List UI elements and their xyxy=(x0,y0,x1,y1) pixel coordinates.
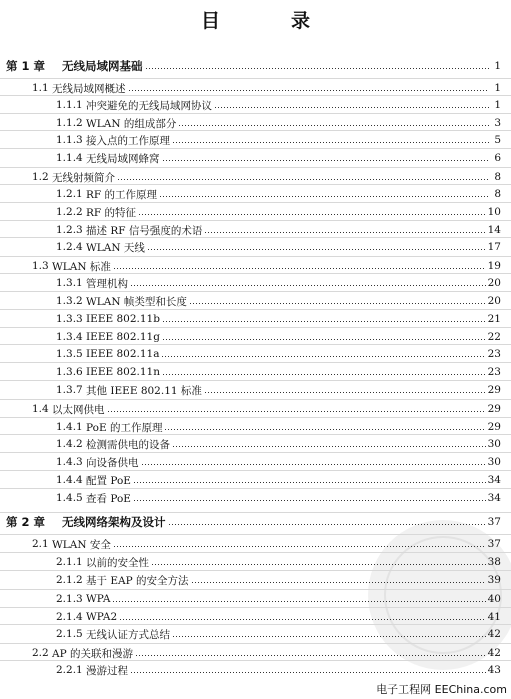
toc-section-entry[interactable] xyxy=(32,258,501,274)
toc-entry-page: 10 xyxy=(487,206,501,218)
toc-entry-page: 23 xyxy=(487,366,501,378)
toc-entry-page: 30 xyxy=(487,438,501,450)
toc-entry-number: 2.1.3 xyxy=(56,593,83,605)
row-separator xyxy=(0,452,511,453)
toc-entry-page: 19 xyxy=(487,260,501,272)
toc-section-entry[interactable] xyxy=(32,645,501,661)
toc-subsection-entry[interactable] xyxy=(56,472,501,488)
row-separator xyxy=(0,167,511,168)
row-separator xyxy=(0,570,511,571)
toc-subsection-entry[interactable] xyxy=(56,311,501,327)
toc-entry-number: 1.3.2 xyxy=(56,295,83,307)
toc-entry-number: 2.1.2 xyxy=(56,574,83,586)
toc-entry-title: WLAN 帧类型和长度 xyxy=(86,295,187,308)
toc-entry-page: 20 xyxy=(487,277,501,289)
toc-entry-page: 14 xyxy=(487,224,501,236)
toc-subsection-entry[interactable] xyxy=(56,97,501,113)
toc-entry-number: 1.3.6 xyxy=(56,366,83,378)
toc-section-entry[interactable] xyxy=(32,80,501,96)
row-separator xyxy=(0,327,511,328)
toc-entry-number: 2.2.1 xyxy=(56,664,83,676)
row-separator xyxy=(0,660,511,661)
toc-entry-number: 1.1 xyxy=(32,82,49,94)
toc-entry-page: 29 xyxy=(487,421,501,433)
toc-subsection-entry[interactable] xyxy=(56,662,501,678)
dot-leader xyxy=(178,125,489,126)
row-separator xyxy=(0,148,511,149)
toc-entry-page: 1 xyxy=(494,99,501,111)
dot-leader xyxy=(159,196,489,197)
dot-leader xyxy=(172,446,486,447)
dot-leader xyxy=(151,564,486,565)
dot-leader xyxy=(145,68,490,69)
toc-subsection-entry[interactable] xyxy=(56,150,501,166)
toc-entry-number: 1.4.1 xyxy=(56,421,83,433)
toc-entry-number: 2.1.4 xyxy=(56,611,83,623)
toc-subsection-entry[interactable] xyxy=(56,436,501,452)
toc-entry-number: 2.1.5 xyxy=(56,628,83,640)
toc-subsection-entry[interactable] xyxy=(56,115,501,131)
toc-subsection-entry[interactable] xyxy=(56,419,501,435)
toc-entry-page: 43 xyxy=(487,664,501,676)
toc-entry-number: 1.2 xyxy=(32,171,49,183)
toc-entry-page: 37 xyxy=(487,538,501,550)
toc-entry-number: 1.3.7 xyxy=(56,384,83,396)
toc-entry-number: 1.1.2 xyxy=(56,117,83,129)
toc-entry-page: 17 xyxy=(487,241,501,253)
toc-entry-page: 30 xyxy=(487,456,501,468)
dot-leader xyxy=(107,411,486,412)
toc-chapter-entry[interactable] xyxy=(6,58,501,74)
toc-entry-title: 无线局域网蜂窝 xyxy=(86,152,160,165)
dot-leader xyxy=(135,655,486,656)
toc-subsection-entry[interactable] xyxy=(56,132,501,148)
toc-entry-title: WLAN 天线 xyxy=(86,241,145,254)
dot-leader xyxy=(128,90,490,91)
row-separator xyxy=(0,220,511,221)
toc-subsection-entry[interactable] xyxy=(56,275,501,291)
toc-entry-page: 3 xyxy=(494,117,501,129)
toc-subsection-entry[interactable] xyxy=(56,454,501,470)
toc-entry-number: 1.3.5 xyxy=(56,348,83,360)
toc-entry-number: 1.2.1 xyxy=(56,188,83,200)
row-separator xyxy=(0,399,511,400)
toc-subsection-entry[interactable] xyxy=(56,609,501,625)
row-separator xyxy=(0,202,511,203)
toc-entry-page: 38 xyxy=(487,556,501,568)
dot-leader xyxy=(189,303,486,304)
toc-subsection-entry[interactable] xyxy=(56,626,501,642)
toc-entry-number: 1.1.4 xyxy=(56,152,83,164)
dot-leader xyxy=(161,356,485,357)
dot-leader xyxy=(162,321,486,322)
toc-entry-number: 1.1.1 xyxy=(56,99,83,111)
row-separator xyxy=(0,362,511,363)
toc-entry-title: WLAN 的组成部分 xyxy=(86,117,177,130)
toc-entry-title: 无线网络架构及设计 xyxy=(62,515,166,529)
toc-entry-page: 37 xyxy=(487,516,501,528)
toc-entry-number: 1.4 xyxy=(32,403,49,415)
toc-subsection-entry[interactable] xyxy=(56,490,501,506)
toc-entry-title: 无线局域网概述 xyxy=(52,82,126,95)
row-separator xyxy=(0,589,511,590)
toc-subsection-entry[interactable] xyxy=(56,329,501,345)
toc-subsection-entry[interactable] xyxy=(56,346,501,362)
row-separator xyxy=(0,237,511,238)
toc-entry-number: 1.4.4 xyxy=(56,474,83,486)
toc-entry-title: 接入点的工作原理 xyxy=(86,134,170,147)
toc-entry-title: 冲突避免的无线局域网协议 xyxy=(86,99,212,112)
toc-section-entry[interactable] xyxy=(32,169,501,185)
row-separator xyxy=(0,643,511,644)
toc-entry-page: 6 xyxy=(494,152,501,164)
dot-leader xyxy=(141,464,486,465)
toc-entry-title: WPA xyxy=(86,593,111,605)
row-separator xyxy=(0,417,511,418)
toc-entry-page: 41 xyxy=(487,611,501,623)
toc-entry-number: 1.3.3 xyxy=(56,313,83,325)
row-separator xyxy=(0,130,511,131)
dot-leader xyxy=(204,392,486,393)
toc-entry-title: IEEE 802.11g xyxy=(86,331,160,343)
toc-entry-number: 1.3 xyxy=(32,260,49,272)
toc-subsection-entry[interactable] xyxy=(56,591,501,607)
toc-entry-page: 22 xyxy=(487,331,501,343)
toc-chapter-entry[interactable] xyxy=(6,514,501,530)
toc-entry-title: 检测需供电的设备 xyxy=(86,438,170,451)
toc-entry-number: 1.1.3 xyxy=(56,134,83,146)
row-separator xyxy=(0,113,511,114)
toc-entry-title: 管理机构 xyxy=(86,277,128,290)
dot-leader xyxy=(130,285,486,286)
dot-leader xyxy=(168,524,486,525)
toc-subsection-entry[interactable] xyxy=(56,239,501,255)
dot-leader xyxy=(117,179,489,180)
row-separator xyxy=(0,380,511,381)
dot-leader xyxy=(162,339,486,340)
toc-entry-title: 向设备供电 xyxy=(86,456,139,469)
toc-entry-title: 无线局域网基础 xyxy=(62,59,143,73)
toc-entry-title: PoE 的工作原理 xyxy=(86,421,163,434)
toc-entry-title: 查看 PoE xyxy=(86,492,131,505)
toc-entry-title: IEEE 802.11n xyxy=(86,366,160,378)
toc-entry-title: 描述 RF 信号强度的术语 xyxy=(86,224,203,237)
row-separator xyxy=(0,607,511,608)
toc-entry-number: 1.4.3 xyxy=(56,456,83,468)
toc-entry-title: WLAN 安全 xyxy=(52,538,111,551)
row-separator xyxy=(0,273,511,274)
toc-section-entry[interactable] xyxy=(32,401,501,417)
toc-entry-page: 1 xyxy=(494,82,501,94)
dot-leader xyxy=(164,429,485,430)
toc-entry-title: RF 的工作原理 xyxy=(86,188,158,201)
dot-leader xyxy=(204,232,485,233)
toc-entry-number: 2.1.1 xyxy=(56,556,83,568)
row-separator xyxy=(0,256,511,257)
toc-entry-title: WLAN 标准 xyxy=(52,260,111,273)
toc-subsection-entry[interactable] xyxy=(56,204,501,220)
row-separator xyxy=(0,291,511,292)
toc-entry-title: RF 的特征 xyxy=(86,206,137,219)
toc-entry-page: 29 xyxy=(487,403,501,415)
row-separator xyxy=(0,434,511,435)
toc-entry-number: 第 2 章 xyxy=(6,515,46,529)
row-separator xyxy=(0,552,511,553)
toc-entry-number: 1.2.4 xyxy=(56,241,83,253)
dot-leader xyxy=(119,619,485,620)
toc-subsection-entry[interactable] xyxy=(56,382,501,398)
toc-entry-title: 以太网供电 xyxy=(52,403,105,416)
row-separator xyxy=(0,534,511,535)
toc-entry-number: 第 1 章 xyxy=(6,59,46,73)
toc-entry-title: 其他 IEEE 802.11 标准 xyxy=(86,384,202,397)
row-separator xyxy=(0,309,511,310)
toc-subsection-entry[interactable] xyxy=(56,364,501,380)
page-title: 目 录 xyxy=(200,10,336,32)
toc-entry-page: 42 xyxy=(487,647,501,659)
dot-leader xyxy=(172,636,486,637)
toc-section-entry[interactable] xyxy=(32,536,501,552)
toc-entry-page: 1 xyxy=(494,60,501,72)
dot-leader xyxy=(112,601,485,602)
dot-leader xyxy=(172,142,489,143)
toc-entry-page: 34 xyxy=(487,492,501,504)
toc-entry-title: 无线认证方式总结 xyxy=(86,628,170,641)
dot-leader xyxy=(133,482,486,483)
row-separator xyxy=(0,470,511,471)
toc-entry-number: 2.1 xyxy=(32,538,49,550)
toc-entry-page: 29 xyxy=(487,384,501,396)
dot-leader xyxy=(162,374,486,375)
toc-entry-title: 基于 EAP 的安全方法 xyxy=(86,574,189,587)
toc-subsection-entry[interactable] xyxy=(56,572,501,588)
row-separator xyxy=(0,184,511,185)
toc-entry-page: 34 xyxy=(487,474,501,486)
row-separator xyxy=(0,95,511,96)
toc-entry-page: 21 xyxy=(487,313,501,325)
toc-entry-title: 配置 PoE xyxy=(86,474,131,487)
toc-entry-page: 23 xyxy=(487,348,501,360)
dot-leader xyxy=(162,160,490,161)
toc-subsection-entry[interactable] xyxy=(56,293,501,309)
dot-leader xyxy=(130,672,486,673)
toc-entry-page: 8 xyxy=(494,171,501,183)
toc-entry-number: 1.4.2 xyxy=(56,438,83,450)
toc-entry-page: 42 xyxy=(487,628,501,640)
dot-leader xyxy=(138,214,486,215)
toc-entry-title: IEEE 802.11a xyxy=(86,348,160,360)
toc-entry-title: 无线射频简介 xyxy=(52,171,115,184)
toc-entry-number: 1.3.4 xyxy=(56,331,83,343)
row-separator xyxy=(0,512,511,513)
row-separator xyxy=(0,344,511,345)
dot-leader xyxy=(147,249,486,250)
toc-subsection-entry[interactable] xyxy=(56,222,501,238)
toc-entry-title: 以前的安全性 xyxy=(86,556,149,569)
toc-entry-title: IEEE 802.11b xyxy=(86,313,160,325)
dot-leader xyxy=(113,546,486,547)
toc-entry-number: 2.2 xyxy=(32,647,49,659)
toc-entry-page: 40 xyxy=(487,593,501,605)
toc-entry-page: 39 xyxy=(487,574,501,586)
toc-entry-title: AP 的关联和漫游 xyxy=(52,647,133,660)
row-separator xyxy=(0,624,511,625)
site-watermark: 电子工程网 EEChina.com xyxy=(376,683,507,696)
toc-subsection-entry[interactable] xyxy=(56,186,501,202)
toc-entry-page: 5 xyxy=(494,134,501,146)
toc-entry-number: 1.3.1 xyxy=(56,277,83,289)
toc-entry-title: 漫游过程 xyxy=(86,664,128,677)
dot-leader xyxy=(113,268,486,269)
toc-entry-page: 8 xyxy=(494,188,501,200)
toc-entry-number: 1.2.3 xyxy=(56,224,83,236)
toc-subsection-entry[interactable] xyxy=(56,554,501,570)
toc-entry-title: WPA2 xyxy=(86,611,118,623)
toc-entry-number: 1.4.5 xyxy=(56,492,83,504)
toc-entry-page: 20 xyxy=(487,295,501,307)
row-separator xyxy=(0,78,511,79)
dot-leader xyxy=(191,582,486,583)
toc-entry-number: 1.2.2 xyxy=(56,206,83,218)
dot-leader xyxy=(214,107,489,108)
row-separator xyxy=(0,488,511,489)
dot-leader xyxy=(133,500,486,501)
